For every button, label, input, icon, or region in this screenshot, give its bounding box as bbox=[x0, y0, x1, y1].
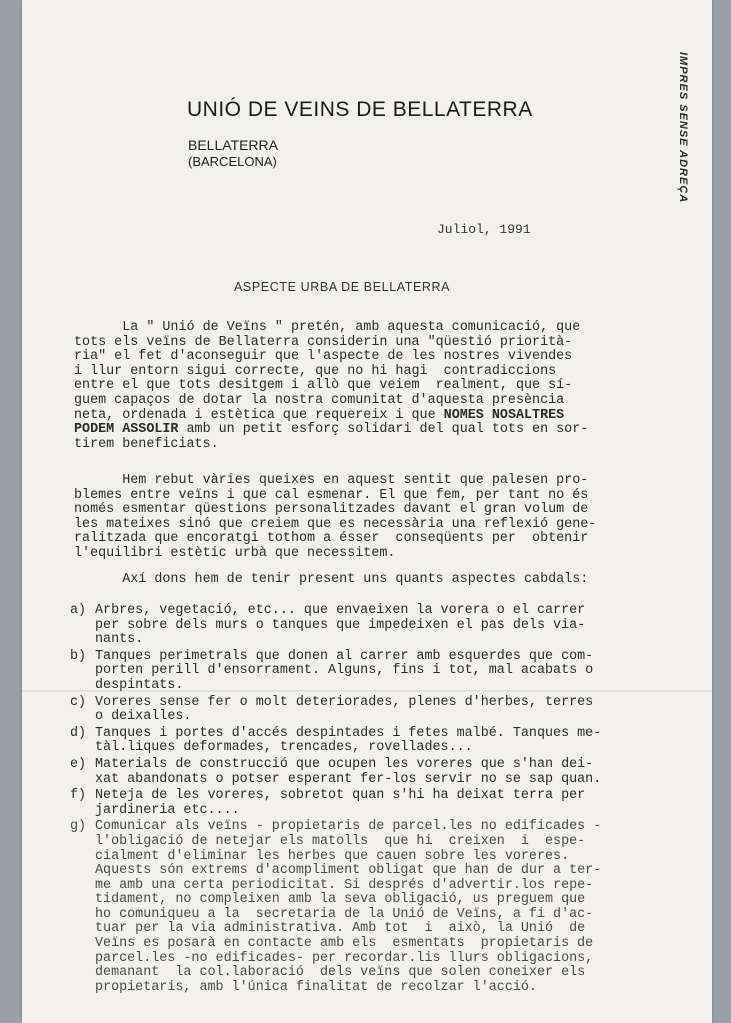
emphasis-text: PODEM ASSOLIR bbox=[74, 422, 179, 438]
text-line bbox=[74, 409, 588, 424]
text-line: Materials de construcció que ocupen les voreres que s'han dei- bbox=[95, 756, 594, 772]
text-segment: neta, ordenada i estètica que requereix i que bbox=[74, 407, 436, 423]
text-line: i llur entorn sigui correcte, que no hi hagi contradiccions bbox=[74, 363, 557, 379]
list-marker: b) bbox=[70, 648, 87, 664]
letter-page bbox=[22, 0, 712, 1023]
paragraph-complaints bbox=[74, 474, 596, 562]
letter-subject: ASPECTE URBA DE BELLATERRA bbox=[234, 280, 451, 294]
province-line: (BARCELONA) bbox=[188, 154, 277, 169]
text-line: porten perill d'ensorrament. Alguns, fins i tot, mal acabats o bbox=[95, 663, 594, 679]
text-line: Voreres sense fer o molt deteriorades, plenes d'herbes, terres bbox=[95, 694, 594, 710]
text-line: Hem rebut vàries queixes en aquest sentit que palesen pro- bbox=[74, 473, 589, 488]
text-line: tidament, no compleixen amb la seva obligació, us preguem que bbox=[95, 892, 586, 908]
text-line: Comunicar als veïns - propietaris de parcel.les no edificades - bbox=[95, 819, 602, 835]
text-line: l'obligació de netejar els matolls que hi creixen i espe- bbox=[95, 833, 586, 849]
aspects-list bbox=[70, 604, 601, 997]
text-line: me amb una certa periodicitat. Si després d'advertir.los repe- bbox=[95, 877, 594, 893]
list-marker: e) bbox=[70, 756, 87, 772]
paragraph-intro bbox=[74, 321, 588, 452]
text-line: Tanques i portes d'accés despintades i fetes malbé. Tanques me- bbox=[95, 725, 602, 741]
text-line: tots els veïns de Bellaterra considerin una "qüestió priorità- bbox=[74, 334, 573, 350]
text-line: Tanques perimetrals que donen al carrer amb esquerdes que com- bbox=[95, 648, 594, 664]
organization-name: UNIÓ DE VEINS DE BELLATERRA bbox=[187, 98, 533, 121]
list-marker: d) bbox=[70, 725, 87, 741]
text-line: parcel.les -no edificades- per recordar.lis llurs obligacions, bbox=[95, 950, 594, 966]
text-line: guem capaços de dotar la nostra comunitat d'aquesta presència bbox=[74, 392, 565, 408]
list-marker: c) bbox=[70, 694, 87, 710]
text-line: despintats. bbox=[95, 677, 184, 693]
list-marker: g) bbox=[70, 819, 87, 835]
list-marker: f) bbox=[70, 788, 87, 804]
list-item bbox=[70, 758, 601, 787]
list-intro: Axí dons hem de tenir present uns quants aspectes cabdals: bbox=[74, 572, 589, 587]
text-line: blemes entre veïns i que cal esmenar. El que fem, per tant no és bbox=[74, 487, 589, 503]
text-line bbox=[74, 423, 588, 438]
text-line: Arbres, vegetació, etc... que envaeixen la vorera o el carrer bbox=[95, 603, 586, 618]
list-item bbox=[70, 727, 601, 756]
list-item bbox=[70, 604, 601, 648]
list-item bbox=[70, 789, 601, 818]
text-line: nants. bbox=[95, 632, 144, 648]
text-line: Aquests són extrems d'acompliment obligat que han de dur a ter- bbox=[95, 863, 602, 879]
postal-stamp: IMPRES SENSE ADREÇA bbox=[677, 52, 689, 204]
text-line: La " Unió de Veïns " pretén, amb aquesta comunicació, que bbox=[74, 320, 581, 335]
letter-date: Juliol, 1991 bbox=[437, 222, 531, 237]
text-line: només esmentar qüestions personalitzades davant el gran volum de bbox=[74, 502, 589, 518]
text-line: les mateixes sinó que creiem que es necessària una reflexió gene- bbox=[74, 516, 597, 532]
text-line: ho comuniqueu a la secretaria de la Unió de Veïns, a fi d'ac- bbox=[95, 906, 594, 922]
emphasis-text: NOMES NOSALTRES bbox=[443, 407, 565, 423]
text-line: per sobre dels murs o tanques que impedeixen el pas dels via- bbox=[95, 617, 586, 633]
text-line: ria" el fet d'aconseguir que l'aspecte de les nostres vivendes bbox=[74, 349, 573, 365]
text-line: tàl.liques deformades, trencades, rovellades... bbox=[95, 740, 473, 756]
text-line: o deixalles. bbox=[95, 709, 192, 725]
text-line: demanant la col.laboració dels veïns que solen coneixer els bbox=[95, 965, 586, 981]
text-segment: amb un petit esforç solidari del qual tots en sor- bbox=[178, 422, 589, 438]
text-line: tuar per la via administrativa. Amb tot i això, la Unió de bbox=[95, 921, 586, 937]
list-item bbox=[70, 820, 601, 995]
text-line: tirem beneficiats. bbox=[74, 436, 219, 452]
text-line: propietaris, amb l'única finalitat de recolzar l'acció. bbox=[95, 979, 537, 995]
text-line: cialment d'eliminar les herbes que cauen sobre les voreres. bbox=[95, 848, 570, 864]
text-line: Neteja de les voreres, sobretot quan s'hi ha deixat terra per bbox=[95, 788, 586, 804]
list-item bbox=[70, 696, 601, 725]
text-line: Veïns es posarà en contacte amb els esmentats propietaris de bbox=[95, 936, 594, 952]
text-line: ralitzada que encoratgi tothom a ésser conseqüents per obtenir bbox=[74, 531, 589, 547]
text-line: jardineria etc.... bbox=[95, 802, 240, 818]
text-line: l'equilibri estètic urbà que necessitem. bbox=[74, 545, 396, 561]
text-line: xat abandonats o potser esperant fer-los servir no se sap quan. bbox=[95, 771, 602, 787]
text-line: entre el que tots desitgem i allò que veiem realment, que sí- bbox=[74, 378, 573, 394]
list-item bbox=[70, 650, 601, 694]
city-line: BELLATERRA bbox=[188, 137, 278, 153]
list-marker: a) bbox=[70, 603, 87, 618]
